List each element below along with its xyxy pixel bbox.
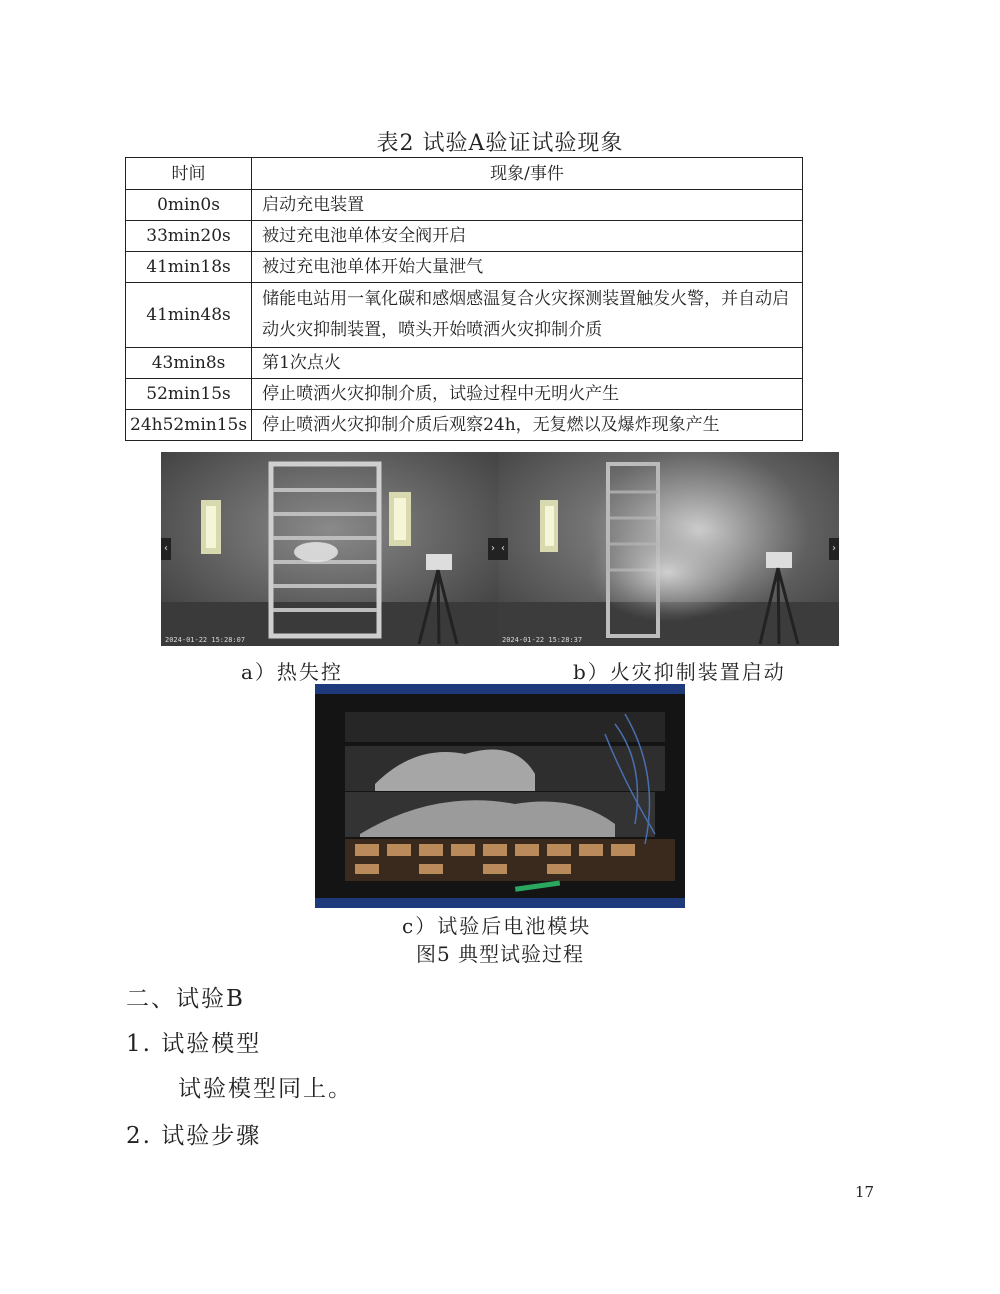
section-heading: 二、试验B xyxy=(126,986,245,1012)
caption-c: c）试验后电池模块 xyxy=(402,914,592,938)
row-event: 启动充电装置 xyxy=(252,190,803,221)
table-header-row xyxy=(126,158,803,190)
nav-right-arrow: › xyxy=(488,538,498,560)
photo-c-scene xyxy=(315,684,685,908)
caption-b: b）火灾抑制装置启动 xyxy=(573,660,786,684)
header-event: 现象/事件 xyxy=(252,158,803,190)
row-event: 储能电站用一氧化碳和感烟感温复合火灾探测装置触发火警，并自动启动火灾抑制装置，喷头开始喷洒火灾抑制介质 xyxy=(252,283,803,348)
row-time: 0min0s xyxy=(126,190,252,221)
photo-a-timestamp: 2024-01-22 15:28:07 xyxy=(165,636,246,644)
table-row xyxy=(126,221,803,252)
page-number: 17 xyxy=(855,1183,875,1201)
row-event: 停止喷洒火灾抑制介质，试验过程中无明火产生 xyxy=(252,379,803,410)
photo-a-scene xyxy=(161,452,498,646)
table-row xyxy=(126,283,803,348)
table-row xyxy=(126,379,803,410)
row-time: 41min48s xyxy=(126,283,252,348)
row-event: 被过充电池单体安全阀开启 xyxy=(252,221,803,252)
row-event: 停止喷洒火灾抑制介质后观察24h，无复燃以及爆炸现象产生 xyxy=(252,410,803,441)
table-row xyxy=(126,252,803,283)
table-row xyxy=(126,410,803,441)
nav-right-arrow: › xyxy=(829,538,839,560)
row-time: 41min18s xyxy=(126,252,252,283)
table-title: 表2 试验A验证试验现象 xyxy=(376,131,624,156)
caption-a: a）热失控 xyxy=(241,660,343,684)
table-row xyxy=(126,348,803,379)
row-event: 第1次点火 xyxy=(252,348,803,379)
row-time: 52min15s xyxy=(126,379,252,410)
photo-b-scene xyxy=(498,452,839,646)
photo-suppression-start xyxy=(498,452,839,646)
row-event: 被过充电池单体开始大量泄气 xyxy=(252,252,803,283)
nav-left-arrow: ‹ xyxy=(161,538,171,560)
item-1-heading: 1. 试验模型 xyxy=(126,1031,262,1057)
events-table xyxy=(125,157,803,441)
item-2-heading: 2. 试验步骤 xyxy=(126,1123,262,1149)
header-time: 时间 xyxy=(126,158,252,190)
row-time: 24h52min15s xyxy=(126,410,252,441)
item-1-text: 试验模型同上。 xyxy=(178,1076,353,1102)
photo-thermal-runaway xyxy=(161,452,498,646)
figure-title: 图5 典型试验过程 xyxy=(415,942,585,966)
row-time: 43min8s xyxy=(126,348,252,379)
nav-left-arrow: ‹ xyxy=(498,538,508,560)
row-time: 33min20s xyxy=(126,221,252,252)
table-row xyxy=(126,190,803,221)
photo-battery-module xyxy=(315,684,685,908)
photo-b-timestamp: 2024-01-22 15:28:37 xyxy=(502,636,583,644)
